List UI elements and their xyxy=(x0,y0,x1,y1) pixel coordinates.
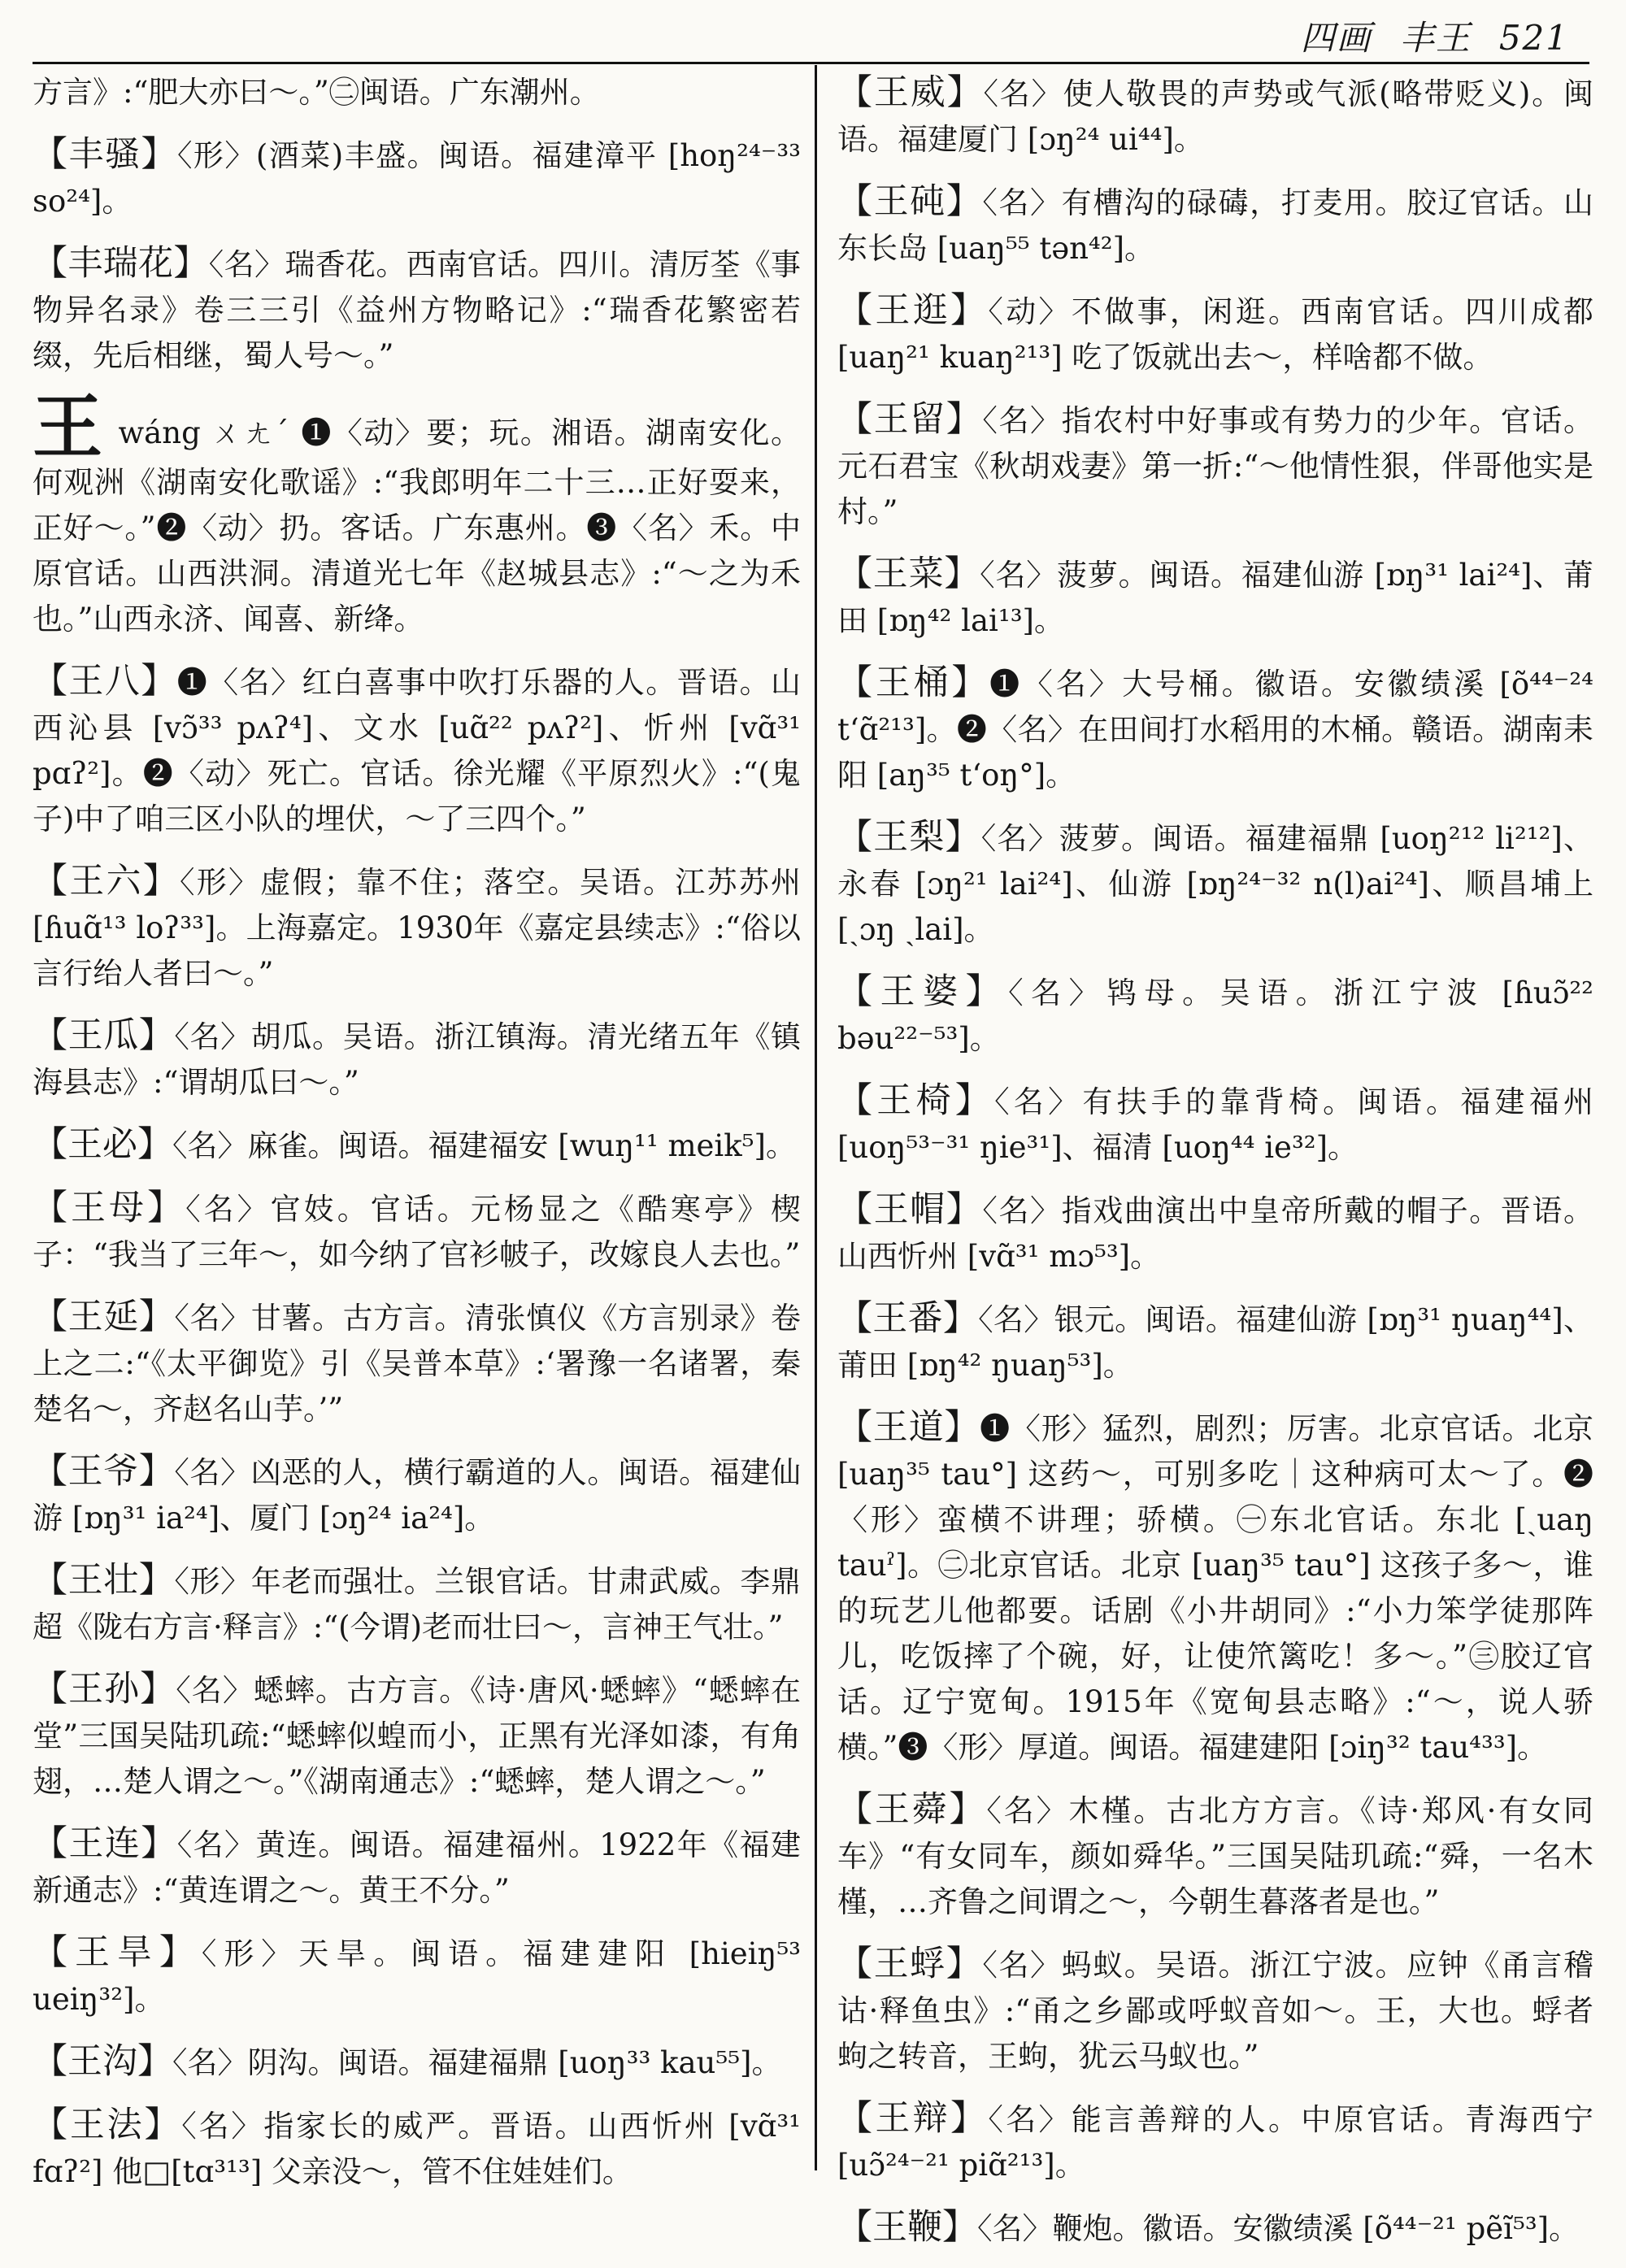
dictionary-entry xyxy=(837,1078,1593,1171)
dictionary-entry xyxy=(837,179,1593,272)
entry-text: 〈名〉鸨母。吴语。浙江宁波 [ɦuɔ̃²² bəu²²⁻⁵³]。 xyxy=(837,975,1593,1056)
entry-headword: 【王道】 xyxy=(837,1407,980,1448)
dictionary-entry xyxy=(837,1296,1593,1388)
entry-text: 〈动〉不做事，闲逛。西南官话。四川成都 [uaŋ²¹ kuaŋ²¹³] 吃了饭就出去～，样啥都不做。 xyxy=(837,294,1594,375)
entry-headword: 【王留】 xyxy=(837,399,983,440)
dictionary-entry xyxy=(33,1930,801,2023)
entry-text: 方言》:“肥大亦曰～。”㊁闽语。广东潮州。 xyxy=(33,75,600,110)
entry-text: 〈名〉有槽沟的碌碡，打麦用。胶辽官话。山东长岛 [uaŋ⁵⁵ tən⁴²]。 xyxy=(837,185,1594,266)
entry-text: 〈名〉菠萝。闽语。福建福鼎 [uoŋ²¹² li²¹²]、永春 [ɔŋ²¹ lai²⁴]、仙游 [ɒŋ²⁴⁻³² n(l)ai²⁴]、顺昌埔上 [ˏɔŋ ˏlai]。 xyxy=(837,821,1593,947)
dictionary-entry xyxy=(33,1122,801,1169)
entry-headword: 【王爷】 xyxy=(33,1451,175,1492)
entry-headword: 【王砘】 xyxy=(837,181,983,222)
dictionary-entry xyxy=(837,660,1593,798)
entry-text: ❶〈形〉猛烈，剧烈；厉害。北京官话。北京 [uaŋ³⁵ tau°] 这药～，可别多吃｜这种病可太～了。❷〈形〉蛮横不讲理；骄横。㊀东北官话。东北 [ˏuaŋ tauˀ]。㊁北京官话。北京 [uaŋ³⁵ tau°] 这孩子多～，谁的玩艺儿他都要。话剧《小井胡同》:“小力笨学徒那阵儿，吃饭摔了个碗，好，让使笊篱吃！多～。”㊂胶辽官话。辽宁宽甸。1915年《宽甸县志略》:“～，说人骄横。”❸〈形〉厚道。闽语。福建建阳 [ɔiŋ³² tau⁴³³]。 xyxy=(837,1411,1594,1765)
entry-headword: 【王辩】 xyxy=(837,2098,989,2139)
entry-text: 〈名〉能言善辩的人。中原官话。青海西宁 [uɔ̃²⁴⁻²¹ piɑ̃²¹³]。 xyxy=(837,2102,1594,2183)
dictionary-entry xyxy=(837,397,1593,535)
dictionary-entry xyxy=(837,1941,1593,2079)
page-header xyxy=(1273,11,1569,60)
dictionary-entry xyxy=(837,70,1593,163)
entry-text: 〈名〉鞭炮。徽语。安徽绩溪 [õ⁴⁴⁻²¹ pẽĩ⁵³]。 xyxy=(977,2211,1580,2246)
entry-text: 〈名〉麻雀。闽语。福建福安 [wuŋ¹¹ meik⁵]。 xyxy=(172,1128,796,1163)
dictionary-entry xyxy=(837,551,1593,644)
dictionary-entry xyxy=(837,2205,1593,2252)
entry-text: 〈名〉菠萝。闽语。福建仙游 [ɒŋ³¹ lai²⁴]、莆田 [ɒŋ⁴² lai¹³]。 xyxy=(837,558,1594,638)
entry-text: 〈名〉指家长的威严。晋语。山西忻州 [vɑ̃³¹ fɑʔ²] 他□[tɑ³¹³] 父亲没～，管不住娃娃们。 xyxy=(33,2109,801,2189)
entry-headword: 【王椅】 xyxy=(837,1080,995,1121)
dictionary-entry xyxy=(837,969,1593,1062)
entry-headword: 【王沟】 xyxy=(33,2041,172,2082)
entry-text: ❶〈名〉大号桶。徽语。安徽绩溪 [õ⁴⁴⁻²⁴ tʻɑ̃²¹³]。❷〈名〉在田间打水稻用的木桶。赣语。湖南耒阳 [aŋ³⁵ tʻoŋ°]。 xyxy=(837,667,1593,793)
dictionary-entry xyxy=(33,1821,801,1914)
entry-text: 〈名〉官妓。官话。元杨显之《酷寒亭》楔子：“我当了三年～，如今纳了官衫帔子，改嫁良人去也。” xyxy=(33,1192,802,1272)
dictionary-entry xyxy=(33,70,801,115)
dictionary-entry xyxy=(33,858,801,997)
entry-headword: 【王番】 xyxy=(837,1298,979,1339)
entry-headword: 【王壮】 xyxy=(33,1560,175,1601)
entry-text: 〈名〉蚂蚁。吴语。浙江宁波。应钟《甬言稽诂·释鱼虫》:“甬之乡鄙或呼蚁音如～。王，大也。蜉者蚼之转音，王蚼，犹云马蚁也。” xyxy=(837,1948,1594,2074)
entry-headword: 【王必】 xyxy=(33,1124,172,1165)
dictionary-entry xyxy=(837,1187,1593,1280)
entry-text: 〈名〉使人敬畏的声势或气派(略带贬义)。闽语。福建厦门 [ɔŋ²⁴ ui⁴⁴]。 xyxy=(837,76,1593,157)
right-column xyxy=(837,70,1593,2268)
left-column xyxy=(33,70,801,2211)
entry-text: 〈名〉指戏曲演出中皇帝所戴的帽子。晋语。山西忻州 [vɑ̃³¹ mɔ⁵³]。 xyxy=(837,1193,1594,1274)
dictionary-entry xyxy=(33,658,801,842)
entry-headword: 【王瓜】 xyxy=(33,1015,175,1056)
entry-headword: 【王八】 xyxy=(33,661,177,702)
entry-text: 〈名〉瑞香花。西南官话。四川。清厉荃《事物异名录》卷三三引《益州方物略记》:“瑞香花繁密若缀，先后相继，蜀人号～。” xyxy=(33,247,802,373)
entry-headword: 【王蜉】 xyxy=(837,1944,983,1984)
entry-text: 〈形〉(酒菜)丰盛。闽语。福建漳平 [hoŋ²⁴⁻³³ so²⁴]。 xyxy=(33,138,801,219)
dictionary-entry xyxy=(33,1013,801,1106)
dictionary-entry xyxy=(33,132,801,224)
dictionary-entry xyxy=(33,1449,801,1541)
entry-text: 〈名〉蟋蟀。古方言。《诗·唐风·蟋蟀》“蟋蟀在堂”三国吴陆玑疏:“蟋蟀似蝗而小，正黑有光泽如漆，有角翅，…楚人谓之～。”《湖南通志》:“蟋蟀，楚人谓之～。” xyxy=(33,1673,802,1799)
entry-headword: 【王威】 xyxy=(837,72,984,113)
dictionary-entry xyxy=(837,288,1593,380)
entry-headword: 【丰骚】 xyxy=(33,134,177,175)
entry-text: 〈名〉银元。闽语。福建仙游 [ɒŋ³¹ ŋuaŋ⁴⁴]、莆田 [ɒŋ⁴² ŋuaŋ⁵³]。 xyxy=(837,1302,1593,1383)
entry-headword: 【王延】 xyxy=(33,1297,175,1337)
dictionary-entry-main xyxy=(33,386,802,642)
entry-text: wáng ㄨㄤˊ ❶〈动〉要；玩。湘语。湖南安化。何观洲《湖南安化歌谣》:“我郎明年二十三…正好耍来，正好～。”❷〈动〉扔。客话。广东惠州。❸〈名〉禾。中原官话。山西洪洞。清道光七年《赵城县志》:“～之为禾也。”山西永济、闻喜、新绛。 xyxy=(33,415,802,637)
dictionary-entry xyxy=(837,1787,1593,1925)
entry-headword: 【王婆】 xyxy=(837,971,1009,1012)
entry-headword: 【王桶】 xyxy=(837,663,990,703)
entry-text: 〈形〉虚假；靠不住；落空。吴语。江苏苏州 [ɦuɑ̃¹³ loʔ³³]。上海嘉定。1930年《嘉定县续志》:“俗以言行绐人者曰～。” xyxy=(33,865,802,991)
entry-headword: 【王六】 xyxy=(33,861,180,902)
entry-text: 〈名〉指农村中好事或有势力的少年。官话。元石君宝《秋胡戏妻》第一折:“～他情性狠，伴哥他实是村。” xyxy=(837,403,1594,529)
entry-headword: 【王蕣】 xyxy=(837,1789,987,1830)
entry-headword: 【王连】 xyxy=(33,1823,177,1864)
entry-headword: 【丰瑞花】 xyxy=(33,243,209,284)
dictionary-entry xyxy=(33,241,801,379)
entry-text: 〈名〉黄连。闽语。福建福州。1922年《福建新通志》:“黄连谓之～。黄王不分。” xyxy=(33,1827,801,1908)
dictionary-entry xyxy=(33,1294,801,1432)
dictionary-entry xyxy=(837,815,1593,953)
header-chars: 丰王 xyxy=(1399,18,1472,58)
dictionary-entry xyxy=(837,1405,1593,1771)
entry-text: 〈形〉天旱。闽语。福建建阳 [hieiŋ⁵³ ueiŋ³²]。 xyxy=(33,1936,801,2017)
entry-text: 〈名〉有扶手的靠背椅。闽语。福建福州 [uoŋ⁵³⁻³¹ ŋie³¹]、福清 [uoŋ⁴⁴ ie³²]。 xyxy=(837,1084,1594,1165)
dictionary-entry xyxy=(837,2096,1593,2188)
dictionary-entry xyxy=(33,2102,801,2195)
entry-headword: 【王法】 xyxy=(33,2105,182,2145)
header-section: 四画 xyxy=(1300,18,1372,58)
dictionary-entry xyxy=(33,1558,801,1650)
entry-text: 〈名〉甘薯。古方言。清张慎仪《方言别录》卷上之二:“《太平御览》引《吴普本草》:‘署豫一名诸署，秦楚名～，齐赵名山芋。’” xyxy=(33,1301,802,1427)
dictionary-entry xyxy=(33,2039,801,2086)
entry-headword: 【王鞭】 xyxy=(837,2207,977,2248)
entry-headword: 【王母】 xyxy=(33,1188,186,1228)
entry-text: 〈名〉木槿。古北方方言。《诗·郑风·有女同车》“有女同车，颜如舜华。”三国吴陆玑疏:“舜，一名木槿，…齐鲁之间谓之～，今朝生暮落者是也。” xyxy=(837,1793,1594,1919)
entry-headword: 【王孙】 xyxy=(33,1669,176,1710)
page-number: 521 xyxy=(1498,18,1569,58)
header-rule xyxy=(33,62,1589,64)
main-headword: 王 xyxy=(33,386,104,468)
entry-headword: 【王菜】 xyxy=(837,554,980,594)
entry-headword: 【王旱】 xyxy=(33,1932,202,1973)
entry-headword: 【王逛】 xyxy=(837,290,989,331)
entry-headword: 【王梨】 xyxy=(837,817,981,858)
entry-text: 〈名〉胡瓜。吴语。浙江镇海。清光绪五年《镇海县志》:“谓胡瓜曰～。” xyxy=(33,1019,802,1100)
entry-text: 〈形〉年老而强壮。兰银官话。甘肃武威。李鼎超《陇右方言·释言》:“(今谓)老而壮曰～，言神王气壮。” xyxy=(33,1564,802,1645)
entry-text: 〈名〉阴沟。闽语。福建福鼎 [uoŋ³³ kau⁵⁵]。 xyxy=(172,2045,782,2080)
column-divider xyxy=(815,65,817,2170)
entry-text: ❶〈名〉红白喜事中吹打乐器的人。晋语。山西沁县 [vɔ̃³³ pʌʔ⁴]、文水 [uɑ̃²² pʌʔ²]、忻州 [vɑ̃³¹ pɑʔ²]。❷〈动〉死亡。官话。徐光耀《平原烈火》:“(鬼子)中了咱三区小队的埋伏，～了三四个。” xyxy=(33,665,802,836)
entry-text: 〈名〉凶恶的人，横行霸道的人。闽语。福建仙游 [ɒŋ³¹ ia²⁴]、厦门 [ɔŋ²⁴ ia²⁴]。 xyxy=(33,1455,802,1536)
dictionary-entry xyxy=(33,1185,801,1278)
entry-headword: 【王帽】 xyxy=(837,1189,983,1230)
dictionary-entry xyxy=(33,1666,801,1805)
